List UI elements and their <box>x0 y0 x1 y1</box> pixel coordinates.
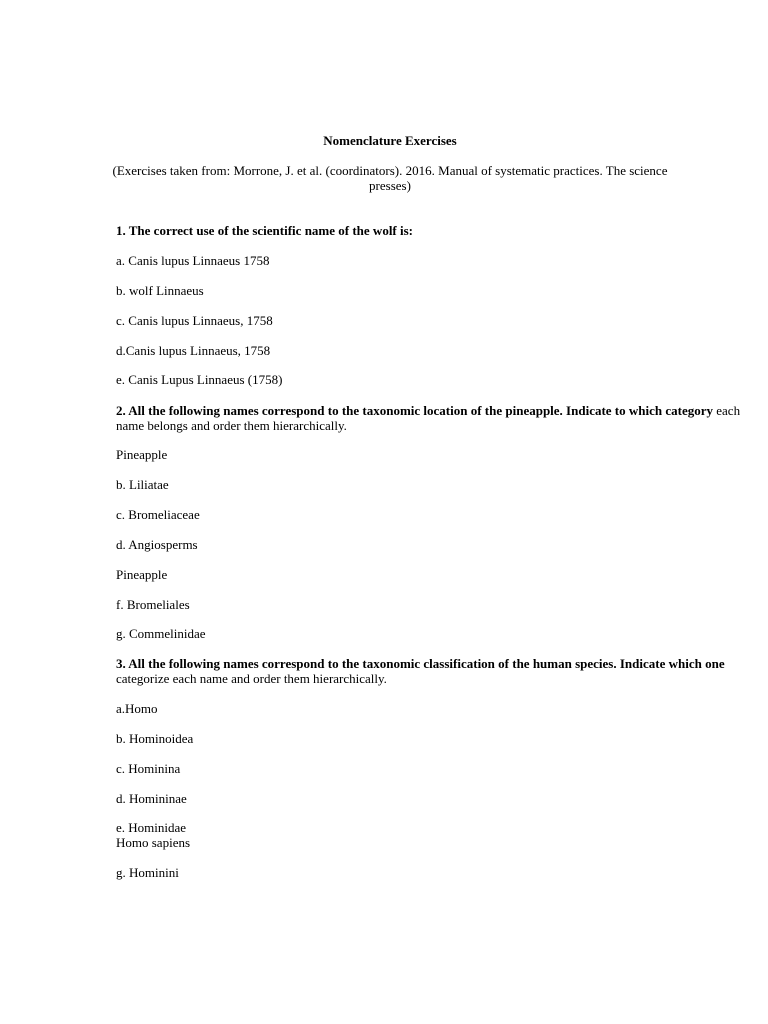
question-2-item: f. Bromeliales <box>116 597 190 612</box>
question-3-item: g. Hominini <box>116 865 179 880</box>
document-title: Nomenclature Exercises <box>323 133 457 148</box>
question-3-item: c. Hominina <box>116 761 181 776</box>
question-3-prompt-rest: categorize each name and order them hierarchically. <box>116 671 387 686</box>
question-3-item: d. Homininae <box>116 791 187 806</box>
question-3-item: e. Hominidae <box>116 820 187 835</box>
source-note: (Exercises taken from: Morrone, J. et al. (coordinators). 2016. Manual of systematic practices. The science presses) <box>112 163 668 193</box>
question-3-item: Homo sapiens <box>116 835 191 850</box>
question-1-option-c: c. Canis lupus Linnaeus, 1758 <box>116 313 273 328</box>
question-3-item: b. Hominoidea <box>116 731 194 746</box>
question-1-option-a: a. Canis lupus Linnaeus 1758 <box>116 253 270 268</box>
question-2-prompt <box>116 403 756 433</box>
question-2-item: Pineapple <box>116 447 168 462</box>
question-1-option-e: e. Canis Lupus Linnaeus (1758) <box>116 372 283 387</box>
question-2-item: c. Bromeliaceae <box>116 507 200 522</box>
question-3-prompt <box>116 656 756 686</box>
question-2-item: b. Liliatae <box>116 477 169 492</box>
question-2-item: Pineapple <box>116 567 168 582</box>
question-1-option-d: d.Canis lupus Linnaeus, 1758 <box>116 343 271 358</box>
question-3-prompt-bold: 3. All the following names correspond to the taxonomic classification of the human species. Indicate which one <box>116 656 725 671</box>
question-1-option-b: b. wolf Linnaeus <box>116 283 204 298</box>
question-2-item: g. Commelinidae <box>116 626 206 641</box>
question-2-prompt-rest: each name belongs and order them hierarchically. <box>116 403 741 433</box>
question-2-prompt-bold: 2. All the following names correspond to the taxonomic location of the pineapple. Indicate to which category <box>116 403 714 418</box>
question-1-prompt: 1. The correct use of the scientific name of the wolf is: <box>116 223 414 238</box>
question-2-item: d. Angiosperms <box>116 537 198 552</box>
question-3-item: a.Homo <box>116 701 158 716</box>
